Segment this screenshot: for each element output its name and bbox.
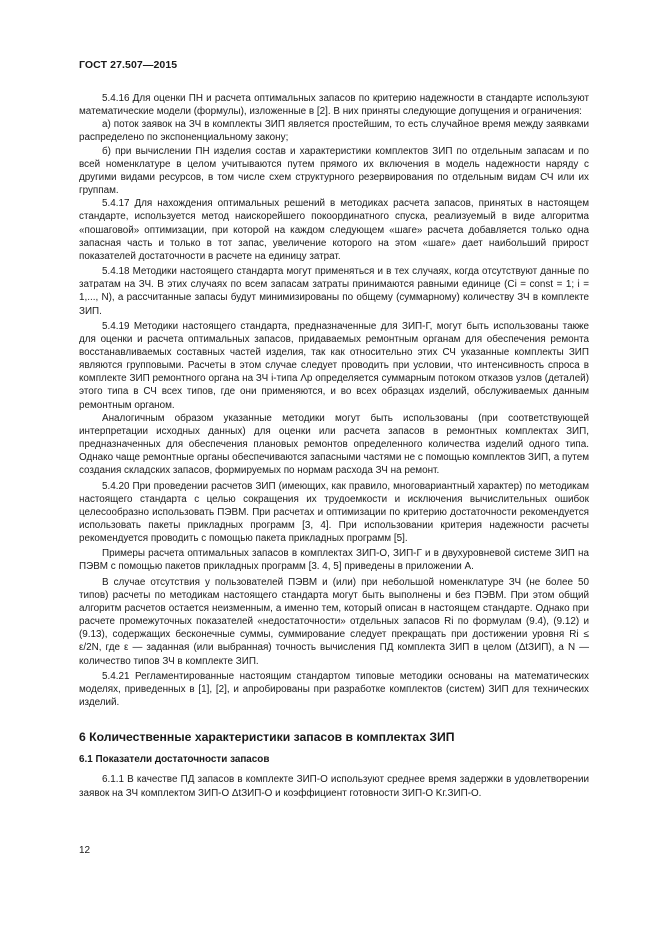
section-6-1-heading: 6.1 Показатели достаточности запасов — [79, 754, 270, 766]
paragraph-5-4-20: 5.4.20 При проведении расчетов ЗИП (имеющих, как правило, многовариантный характер) по методикам настоящего стандарта с целью сокращения их трудоемкости и исключения вычислительных ошибок целесообразно использовать ПЭВМ. При расчетах и оптимизации по критерию достаточности рекомендуется использовать пакеты прикладных программ [3, 4]. При использовании критерия надежности расчеты рекомендуется проводить с помощью пакета прикладных программ [5]. — [79, 480, 589, 545]
document-body — [79, 92, 589, 800]
paragraph-5-4-19: 5.4.19 Методики настоящего стандарта, предназначенные для ЗИП-Г, могут быть использованы также для оценки и расчета оптимальных запасов, придаваемых ремонтным органам для обеспечения ремонта восстанавливаемых составных частей изделия, так как относительно этих СЧ указанные комплекты ЗИП являются групповыми. Расчеты в этом случае следует проводить при условии, что интенсивность спроса в комплекте ЗИП ремонтного органа на ЗЧ i-типа Λр определяется суммарным потоком отказов узлов (деталей) этого типа в СЧ всех типов, где они применяются, и во всех образцах изделий, обслуживаемых данным ремонтным органом. — [79, 320, 589, 411]
section-6-heading: 6 Количественные характеристики запасов в комплектах ЗИП — [79, 730, 455, 745]
page-number: 12 — [79, 845, 91, 856]
page-header: ГОСТ 27.507—2015 — [79, 59, 178, 71]
paragraph-5-4-17: 5.4.17 Для нахождения оптимальных решений в методиках расчета запасов, принятых в настоящем стандарте, используется метод наискорейшего покоординатного спуска, реализуемый в виде алгоритма «пошаговой» оптимизации, при которой на каждом следующем «шаге» расчета добавляется только одна запасная часть и только в тот запас, увеличение которого на этом «шаге» дает наибольший прирост показателей достаточности в расчете на единицу затрат. — [79, 198, 589, 262]
paragraph-examples: Примеры расчета оптимальных запасов в комплектах ЗИП-О, ЗИП-Г и в двухуровневой системе ЗИП на ПЭВМ с помощью пакетов прикладных программ [3. 4, 5] приведены в приложении А. — [79, 548, 589, 573]
paragraph-no-pc: В случае отсутствия у пользователей ПЭВМ и (или) при небольшой номенклатуре ЗЧ (не более 50 типов) расчеты по методикам настоящего стандарта могут быть выполнены и без ПЭВМ. При этом общий алгоритм расчетов остается неизменным, а именно тем, который описан в настоящем стандарте. Однако при расчете промежуточных показателей «недостаточности» отдельных запасов Ri по формулам (9.4), (9.12) и (9.13), содержащих бесконечные суммы, суммирование следует прекращать при достижении уровня Ri ≤ ε/2N, где ε — заданная (или выбранная) точность вычисления ПД комплекта ЗИП в целом (ΔtЗИП), а N — количество типов ЗЧ в комплекте ЗИП. — [79, 576, 589, 667]
paragraph-5-4-18: 5.4.18 Методики настоящего стандарта могут применяться и в тех случаях, когда отсутствуют данные по затратам на ЗЧ. В этих случаях по всем запасам затраты принимаются равными единице (Ci = const = 1; i = 1,..., N), а рассчитанные запасы будут минимизированы по общему (суммарному) количеству ЗЧ в комплекте ЗИП. — [79, 266, 589, 317]
paragraph-6-1-1: 6.1.1 В качестве ПД запасов в комплекте ЗИП-О используют среднее время задержки в удовлетворении заявок на ЗЧ комплектом ЗИП-О ΔtЗИП-О и коэффициент готовности ЗИП-О Kг.ЗИП-О. — [79, 774, 589, 799]
paragraph-analog: Аналогичным образом указанные методики могут быть использованы (при соответствующей интерпретации исходных данных) для оценки или расчета запасов в ремонтных комплектах ЗИП, предназначенных для обеспечения плановых ремонтов определенного количества изделий одного типа. Однако чаще ремонтные органы обеспечиваются запасными частями не с помощью комплектов ЗИП, а путем создания складских запасов, формируемых по нормам расхода ЗЧ на ремонт. — [79, 412, 589, 477]
paragraph-5-4-16: 5.4.16 Для оценки ПН и расчета оптимальных запасов по критерию надежности в стандарте используют математические модели (формулы), изложенные в [2]. В них приняты следующие допущения и ограничения: — [79, 93, 589, 118]
paragraph-5-4-21: 5.4.21 Регламентированные настоящим стандартом типовые методики основаны на математических моделях, приведенных в [1], [2], и апробированы при разработке комплектов (систем) ЗИП для технических изделий. — [79, 670, 589, 709]
paragraph-item-b: б) при вычислении ПН изделия состав и характеристики комплектов ЗИП по отдельным запасам и по всей номенклатуре в целом учитываются путем прямого их включения в модель надежности наряду с другими видами ресурсов, в том числе схем структурного резервирования по отдельным видам СЧ или их группам. — [79, 145, 589, 197]
paragraph-item-a: а) поток заявок на ЗЧ в комплекты ЗИП является простейшим, то есть случайное время между заявками распределено по экспоненциальному закону; — [79, 119, 589, 144]
